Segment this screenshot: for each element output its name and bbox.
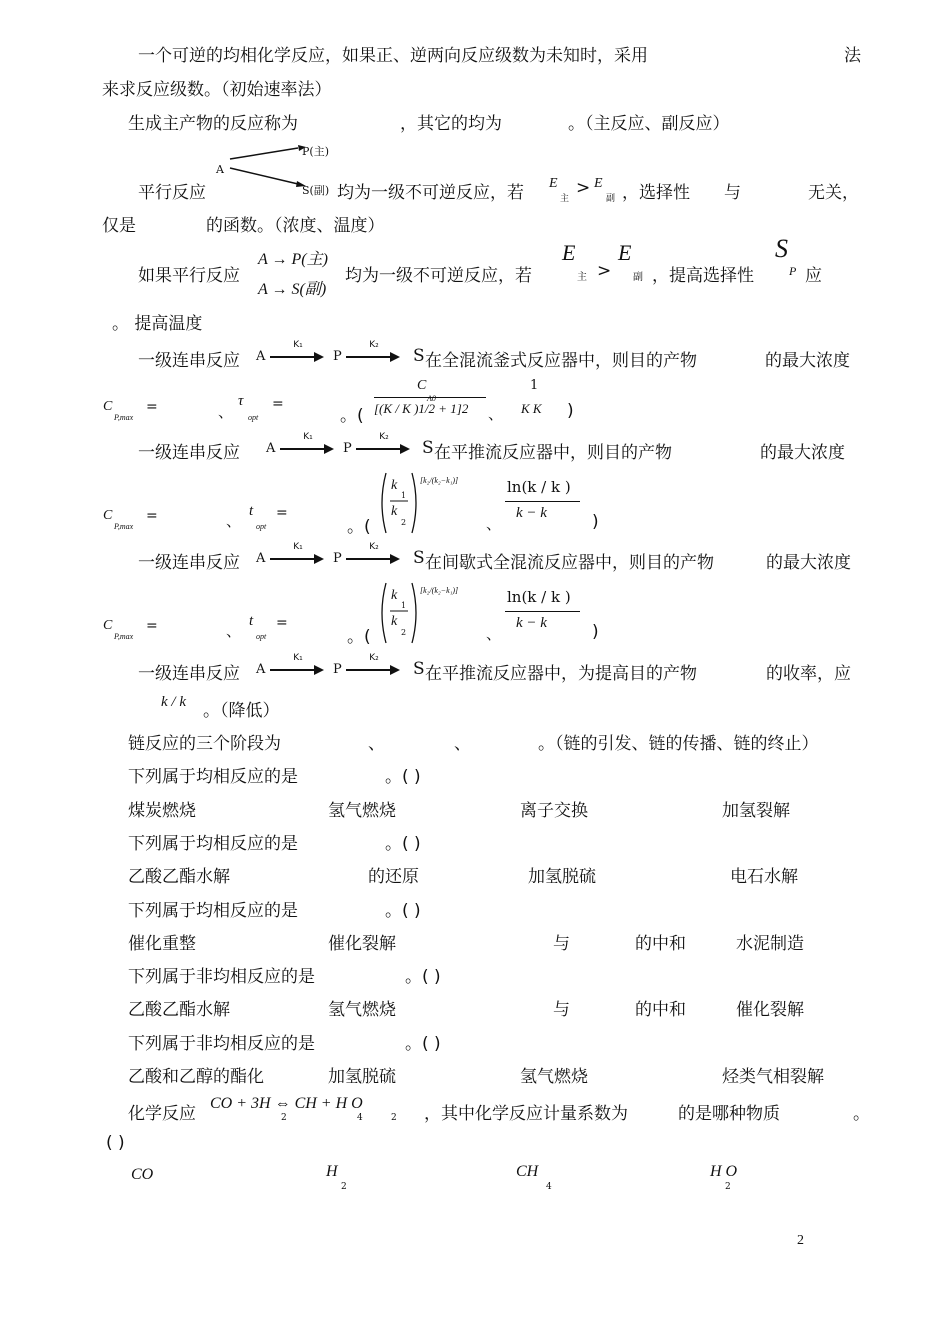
q4-label: 如果平行反应 [138, 266, 240, 286]
q3-S: S(副) [302, 184, 330, 197]
q3-P: P(主) [302, 145, 329, 158]
q12-answer-blank[interactable]: 。( ) [385, 901, 421, 921]
q7-eq1: = [146, 618, 158, 634]
q10-option-2[interactable]: 氢气燃烧 [328, 801, 396, 821]
page-number: 2 [797, 1233, 804, 1248]
q10-option-4[interactable]: 加氢裂解 [722, 801, 790, 821]
q5-K2: K₂ [369, 340, 379, 350]
q5-pmax: P,max [114, 413, 134, 422]
q6-t: t [249, 503, 254, 519]
q14-question: 下列属于非均相反应的是 [128, 1034, 315, 1054]
q5-arrow-2 [346, 356, 398, 358]
q14-option-4[interactable]: 烃类气相裂解 [722, 1067, 824, 1087]
q15-sub-2: 2 [341, 1182, 347, 1192]
q6-den: k − k [516, 505, 547, 521]
q12-option-1[interactable]: 催化重整 [128, 934, 196, 954]
q14-answer-blank[interactable]: 。( ) [405, 1034, 441, 1054]
q4-text-c: 应 [805, 266, 822, 286]
q12-option-3[interactable]: 与 [553, 934, 570, 954]
q11-option-3[interactable]: 加氢脱硫 [528, 867, 596, 887]
q10-option-1[interactable]: 煤炭燃烧 [128, 801, 196, 821]
q1-text-c: 来求反应级数。（初始速率法） [102, 80, 332, 100]
q6-text-b: 的最大浓度 [760, 443, 845, 463]
q8-S: S [413, 659, 425, 679]
q15-text-b: 的是哪种物质 [678, 1104, 780, 1124]
q5-eq2: = [272, 396, 284, 412]
q5-frac-line-1 [374, 397, 486, 398]
q8-K1: K₁ [293, 653, 303, 663]
q15-sub-2b: 2 [725, 1182, 731, 1192]
q5-den2: K K [521, 401, 542, 416]
q7-den: k − k [516, 615, 547, 631]
q5-tau: τ [238, 393, 244, 409]
q5-num: C [417, 378, 427, 393]
q9-sep2: 、 [454, 734, 471, 754]
q2-text-c: 。（主反应、副反应） [568, 114, 730, 134]
q10-answer-blank[interactable]: 。( ) [385, 767, 421, 787]
q5-close: ) [567, 401, 574, 421]
q6-frac-line [505, 501, 580, 502]
q11-question: 下列属于均相反应的是 [128, 834, 298, 854]
q7-sep2: 、 [486, 625, 502, 643]
q6-P: P [343, 441, 352, 456]
q9-text-b: 。（链的引发、链的传播、链的终止） [538, 734, 819, 754]
q3-A: A [216, 163, 224, 176]
q6-k2: k [391, 504, 398, 519]
q5-eq1: = [146, 399, 158, 415]
q14-option-2[interactable]: 加氢脱硫 [328, 1067, 396, 1087]
q3-E2: E [594, 176, 603, 191]
q3-text-f: 的函数。（浓度、温度） [206, 216, 385, 236]
q7-C: C [103, 618, 113, 633]
q3-gt: > [576, 178, 591, 198]
q14-option-1[interactable]: 乙酸和乙醇的酯化 [128, 1067, 264, 1087]
q6-ln: ln(k / k ) [507, 478, 571, 496]
q7-close: ) [592, 622, 599, 642]
q7-sep: 、 [226, 622, 242, 640]
q5-A: A [256, 349, 266, 364]
q3-text-e: 仅是 [102, 216, 136, 236]
q11-answer-blank[interactable]: 。( ) [385, 834, 421, 854]
q4-S: S [775, 234, 788, 263]
q4-E2: E [618, 240, 632, 265]
q7-arrow-1 [270, 558, 322, 560]
q5-K1: K₁ [293, 340, 303, 350]
q4-r1: A → P(主) [258, 251, 328, 268]
q11-option-1[interactable]: 乙酸乙酯水解 [128, 867, 230, 887]
q11-option-2[interactable]: 的还原 [368, 867, 419, 887]
q13-option-1[interactable]: 乙酸乙酯水解 [128, 1000, 230, 1020]
q6-sep: 、 [226, 512, 242, 530]
q4-E1: E [562, 240, 576, 265]
q7-pmax: P,max [114, 632, 134, 641]
q5-S: S [413, 346, 425, 366]
q13-option-3b: 的中和 [635, 1000, 686, 1020]
q5-sep: 、 [218, 403, 234, 421]
q5-text-a: 在全混流釜式反应器中，则目的产物 [425, 351, 697, 371]
q12-option-4[interactable]: 水泥制造 [736, 934, 804, 954]
q8-ratio: k / k [161, 694, 186, 710]
q5-A0: A0 [427, 394, 436, 403]
q7-ln: ln(k / k ) [507, 588, 571, 606]
q15-option-2[interactable]: H [326, 1163, 338, 1180]
q4-r2: A → S(副) [258, 281, 327, 298]
q15-sub-4: 4 [546, 1182, 552, 1192]
q7-S: S [413, 548, 425, 568]
q2-text-a: 生成主产物的反应称为 [128, 114, 298, 134]
q7-eq2: = [276, 615, 288, 631]
q6-text-a: 在平推流反应器中，则目的产物 [434, 443, 672, 463]
q7-k1: k [391, 588, 398, 603]
q5-label: 一级连串反应 [138, 351, 240, 371]
q8-label: 一级连串反应 [138, 664, 240, 684]
q4-P: P [789, 264, 797, 278]
q3-text-c: 与 [724, 183, 741, 203]
q4-text-b: ，提高选择性 [652, 266, 754, 286]
q13-question: 下列属于非均相反应的是 [128, 967, 315, 987]
q8-A: A [256, 662, 266, 677]
q15-option-4[interactable]: H O [710, 1163, 738, 1180]
q6-arrow-1 [280, 448, 332, 450]
q12-option-3b: 的中和 [635, 934, 686, 954]
q10-option-3[interactable]: 离子交换 [520, 801, 588, 821]
q6-eq2: = [276, 505, 288, 521]
q6-K1: K₁ [303, 432, 313, 442]
q6-close: ) [592, 512, 599, 532]
q7-A: A [256, 551, 266, 566]
q6-pmax: P,max [114, 522, 134, 531]
q1-text-a: 一个可逆的均相化学反应，如果正、逆两向反应级数为未知时，采用 [138, 46, 648, 66]
q6-k1: k [391, 478, 398, 493]
q5-C: C [103, 399, 113, 414]
q8-text-c: 。（降低） [203, 701, 280, 721]
q13-option-2[interactable]: 氢气燃烧 [328, 1000, 396, 1020]
q7-exp: [k₂/(k₂−k₁)] [420, 586, 459, 595]
q3-fu: 副 [606, 194, 616, 204]
q6-label: 一级连串反应 [138, 443, 240, 463]
q15-text-a: ，其中化学反应计量系数为 [424, 1104, 628, 1124]
q15-option-1[interactable]: CO [131, 1166, 154, 1183]
q5-sep2: 、 [488, 405, 504, 423]
q6-opt: opt [256, 522, 267, 531]
q9-text-a: 链反应的三个阶段为 [128, 734, 281, 754]
q8-arrow-2 [346, 669, 398, 671]
q8-arrow-1 [270, 669, 322, 671]
q7-dot: 。( [347, 627, 371, 647]
q7-opt: opt [256, 632, 267, 641]
q7-paren-matrix [376, 580, 422, 646]
q5-dot: 。( [340, 406, 364, 426]
q7-K2: K₂ [369, 542, 379, 552]
q15-equation: CO + 3H ⇔ CH + H O [210, 1095, 363, 1112]
q7-k2: k [391, 614, 398, 629]
q7-arrow-2 [346, 558, 398, 560]
q15-answer-blank[interactable]: ( ) [106, 1133, 125, 1153]
document-page: 一个可逆的均相化学反应，如果正、逆两向反应级数为未知时，采用 法 来求反应级数。（初始速率法） 生成主产物的反应称为 ，其它的均为 。（主反应、副反应） A P(主) 平行反应 S(副) 均为一级不可逆反应，若 E 主 > E 副 ，选择性 与 无关， 仅是 的函数。（浓度、温度） 如果平行反应 A → P(主) A → S(副) 均为一级不可逆反应，若 E 主 > E 副 ，提高选择性 S P 应 。 提高温度 一级连串反应 A K₁ P K₂ S 在全混流釜式反应器中，则目的产物 的最大浓度 C P,max = 、 τ opt = 。( C A0 [(K / K )1/2 + 1]2 、 1 K K ) 一级连串反应 A K₁ P K₂ S 在平推流反应器中，则目的产物 的最大浓度 C P,max = 、 t opt = 。( k 1 k 2 [k₂/(k₂−k₁)] 、 ln(k / k ) k − k ) 一级连串反应 A K₁ P K₂ S 在间歇式全混流反应器中，则目的产物 的最大浓度 C P,max = 、 t opt = 。( k 1 k 2 [k₂/(k₂−k₁)] 、 ln(k / k ) k − k ) 一级连串反应 A K₁ P K₂ S 在平推流反应器中，为提高目的产物 的收率，应 k / k 。（降低） 链反应的三个阶段为 、 、 。（链的引发、链的传播、链的终止） 下列属于均相反应的是 。( ) 煤炭燃烧 氢气燃烧 离子交换 加氢裂解 下列属于均相反应的是 。( ) 乙酸乙酯水解 的还原 加氢脱硫 电石水解 下列属于均相反应的是 。( ) 催化重整 催化裂解 与 的中和 水泥制造 下列属于非均相反应的是 。( ) 乙酸乙酯水解 氢气燃烧 与 的中和 催化裂解 下列属于非均相反应的是 。( ) 乙酸和乙醇的酯化 加氢脱硫 氢气燃烧 烃类气相裂解 化学反应 CO + 3H ⇔ CH + H O 2 4 2 ，其中化学反应计量系数为 的是哪种物质 。 ( ) CO H 2 CH 4 H O 2 2 [0, 0, 950, 1344]
q15-text-c: 。 [853, 1104, 870, 1124]
q12-question: 下列属于均相反应的是 [128, 901, 298, 921]
q1-text-b: 法 [844, 46, 861, 66]
q5-P: P [333, 349, 342, 364]
q7-t: t [249, 613, 254, 629]
q6-exp: [k₂/(k₂−k₁)] [420, 476, 459, 485]
q7-K1: K₁ [293, 542, 303, 552]
q8-text-a: 在平推流反应器中，为提高目的产物 [425, 664, 697, 684]
q3-text-b: ，选择性 [622, 183, 690, 203]
q6-sep2: 、 [486, 515, 502, 533]
q13-option-4[interactable]: 催化裂解 [736, 1000, 804, 1020]
q3-zhu: 主 [560, 194, 570, 204]
q7-label: 一级连串反应 [138, 553, 240, 573]
q11-option-4[interactable]: 电石水解 [730, 867, 798, 887]
q6-paren-matrix [376, 470, 422, 536]
q9-sep1: 、 [368, 734, 385, 754]
q13-option-3[interactable]: 与 [553, 1000, 570, 1020]
q5-den: [(K / K )1/2 + 1]2 [374, 401, 469, 416]
q3-label: 平行反应 [138, 183, 206, 203]
q4-zhu: 主 [577, 272, 587, 283]
q3-text-d: 无关， [808, 183, 859, 203]
q6-A: A [266, 441, 276, 456]
q3-text-a: 均为一级不可逆反应，若 [337, 183, 524, 203]
q8-P: P [333, 662, 342, 677]
q5-text-b: 的最大浓度 [765, 351, 850, 371]
q8-K2: K₂ [369, 653, 379, 663]
q3-E1: E [549, 176, 558, 191]
q15-label: 化学反应 [128, 1104, 196, 1124]
q4-text-d: 。 提高温度 [112, 314, 203, 334]
q7-text-a: 在间歇式全混流反应器中，则目的产物 [425, 553, 714, 573]
q7-P: P [333, 551, 342, 566]
q4-gt: > [597, 261, 612, 281]
q4-text-a: 均为一级不可逆反应，若 [345, 266, 532, 286]
q4-fu: 副 [633, 272, 643, 283]
q8-text-b: 的收率，应 [766, 664, 851, 684]
q10-question: 下列属于均相反应的是 [128, 767, 298, 787]
q5-one: 1 [530, 378, 539, 393]
q6-K2: K₂ [379, 432, 389, 442]
q13-answer-blank[interactable]: 。( ) [405, 967, 441, 987]
q6-eq1: = [146, 508, 158, 524]
q14-option-3[interactable]: 氢气燃烧 [520, 1067, 588, 1087]
q6-C: C [103, 508, 113, 523]
q5-arrow-1 [270, 356, 322, 358]
q7-frac-line [505, 611, 580, 612]
q15-option-3[interactable]: CH [516, 1163, 539, 1180]
q2-text-b: ，其它的均为 [400, 114, 502, 134]
q5-opt: opt [248, 413, 259, 422]
q12-option-2[interactable]: 催化裂解 [328, 934, 396, 954]
q6-arrow-2 [356, 448, 408, 450]
q6-S: S [422, 438, 434, 458]
q7-text-b: 的最大浓度 [766, 553, 851, 573]
q6-dot: 。( [347, 517, 371, 537]
